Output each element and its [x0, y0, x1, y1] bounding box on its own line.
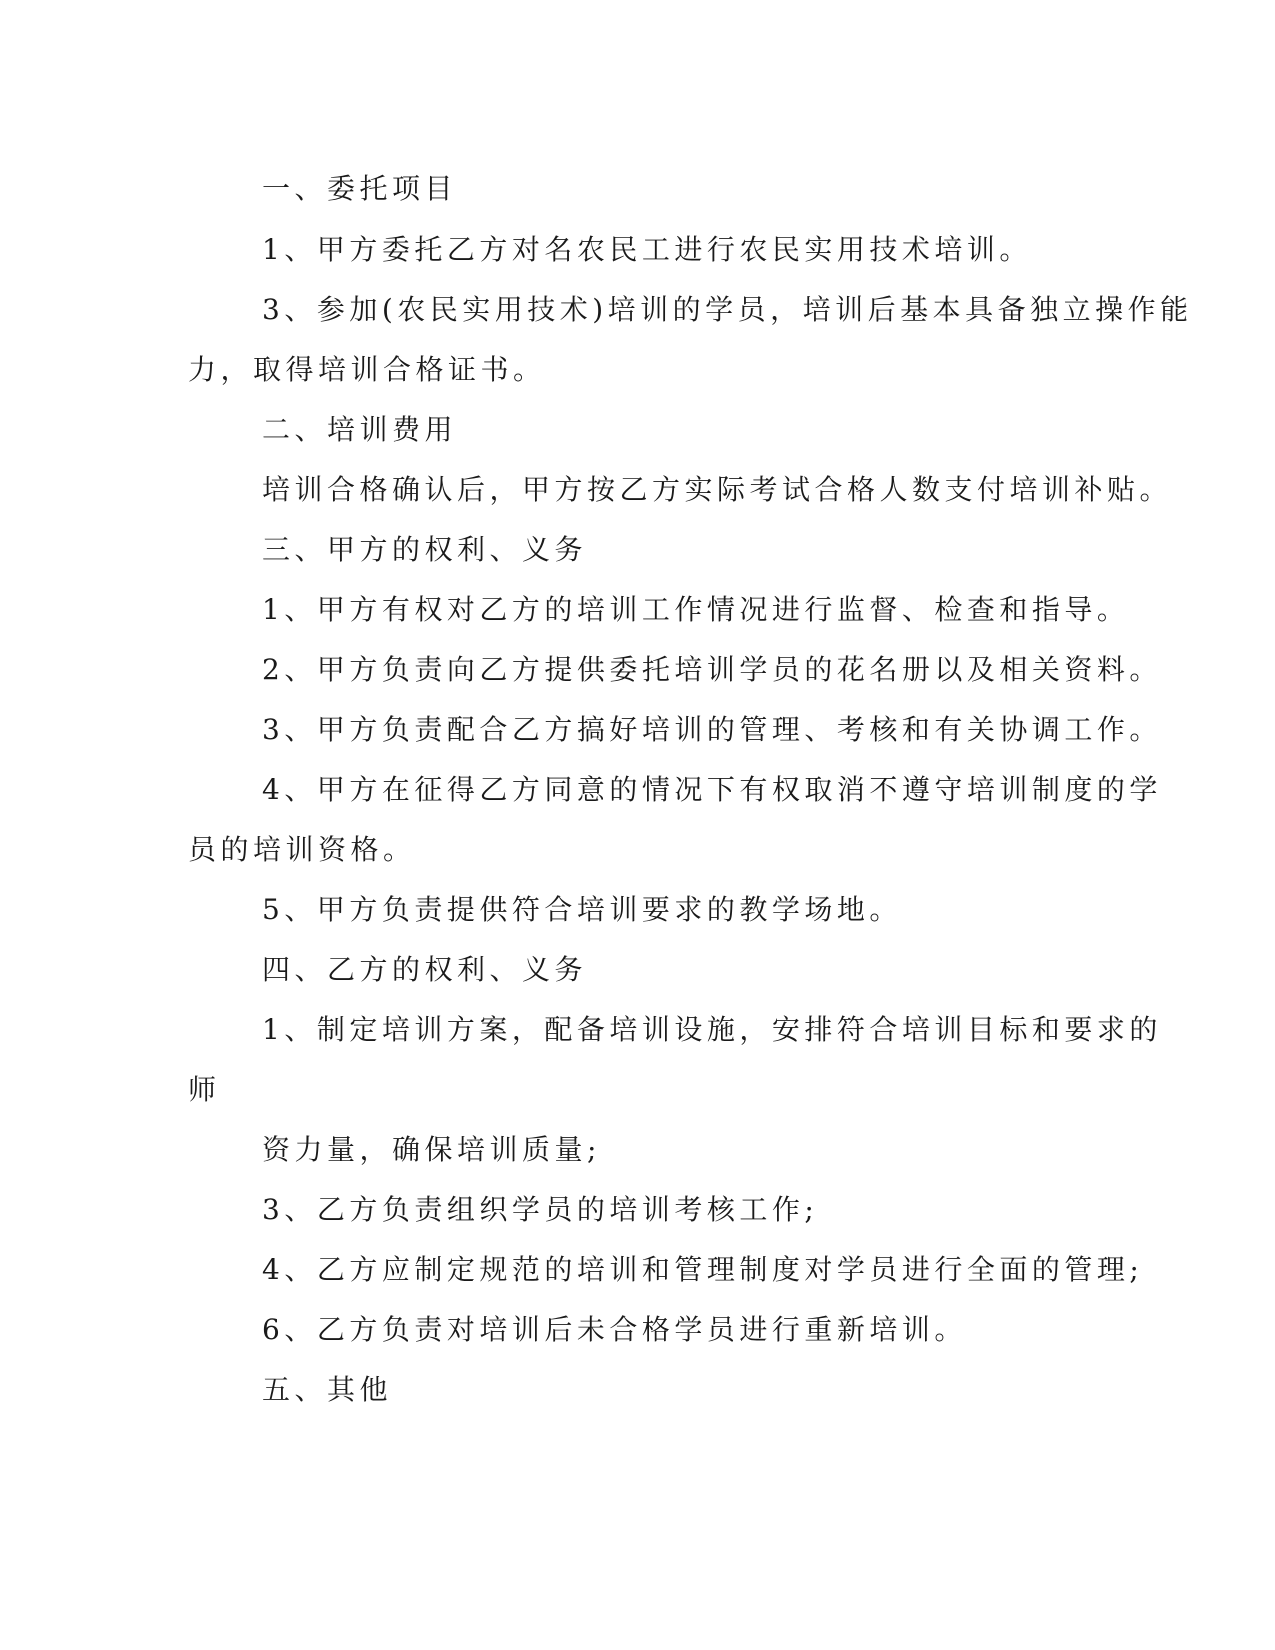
paragraph-line: 培训合格确认后，甲方按乙方实际考试合格人数支付培训补贴。 [262, 473, 1173, 506]
paragraph-line: 1、甲方有权对乙方的培训工作情况进行监督、检查和指导。 [262, 593, 1130, 626]
paragraph-line: 3、乙方负责组织学员的培训考核工作; [262, 1193, 819, 1226]
paragraph-line: 5、甲方负责提供符合培训要求的教学场地。 [262, 893, 902, 926]
paragraph-line: 4、乙方应制定规范的培训和管理制度对学员进行全面的管理; [262, 1253, 1144, 1286]
section-heading-3: 三、甲方的权利、义务 [262, 533, 588, 566]
paragraph-line: 4、甲方在征得乙方同意的情况下有权取消不遵守培训制度的学 [262, 773, 1162, 806]
paragraph-line: 3、参加(农民实用技术)培训的学员，培训后基本具备独立操作能 [262, 293, 1193, 326]
paragraph-line: 2、甲方负责向乙方提供委托培训学员的花名册以及相关资料。 [262, 653, 1162, 686]
paragraph-line: 3、甲方负责配合乙方搞好培训的管理、考核和有关协调工作。 [262, 713, 1162, 746]
paragraph-line: 6、乙方负责对培训后未合格学员进行重新培训。 [262, 1313, 967, 1346]
section-heading-4: 四、乙方的权利、义务 [262, 953, 588, 986]
paragraph-line: 资力量，确保培训质量; [262, 1133, 601, 1166]
paragraph-line: 1、甲方委托乙方对名农民工进行农民实用技术培训。 [262, 233, 1032, 266]
paragraph-line: 师 [188, 1073, 221, 1106]
paragraph-line: 员的培训资格。 [188, 833, 416, 866]
section-heading-2: 二、培训费用 [262, 413, 458, 446]
paragraph-line: 1、制定培训方案，配备培训设施，安排符合培训目标和要求的 [262, 1013, 1162, 1046]
section-heading-5: 五、其他 [262, 1373, 393, 1406]
section-heading-1: 一、委托项目 [262, 172, 458, 205]
paragraph-line: 力，取得培训合格证书。 [188, 353, 546, 386]
